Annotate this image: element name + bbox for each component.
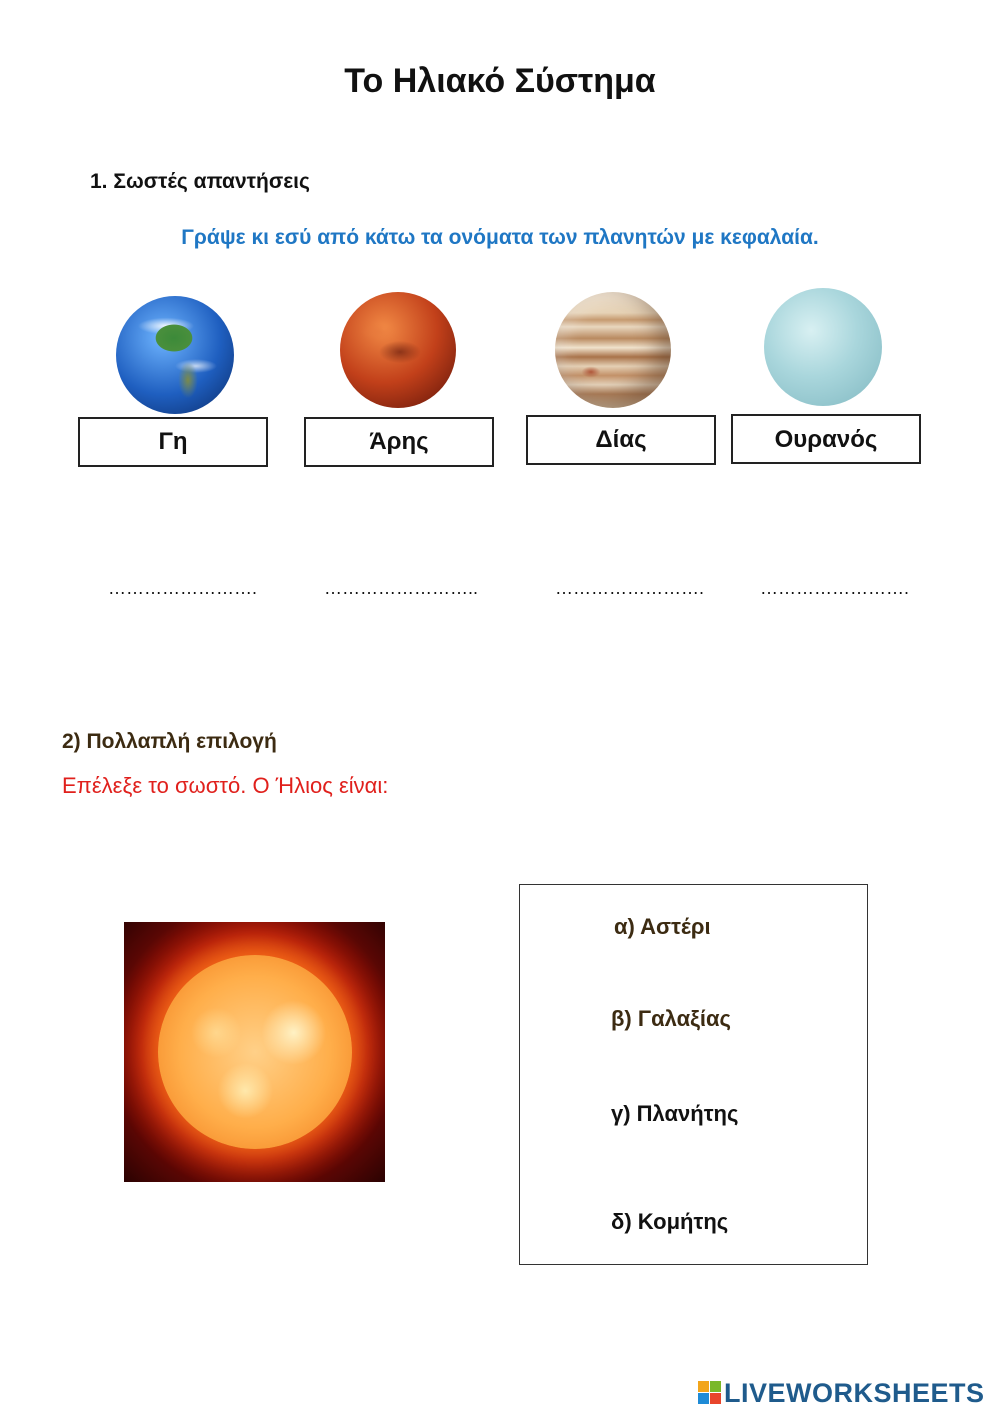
sun-image: [124, 922, 385, 1182]
option-c[interactable]: γ) Πλανήτης: [611, 1101, 739, 1126]
planet-label-earth: Γη: [78, 417, 268, 467]
option-d[interactable]: δ) Κομήτης: [611, 1209, 729, 1234]
earth-image: [116, 296, 234, 414]
planet-label-uranus: Ουρανός: [731, 414, 921, 464]
option-a[interactable]: α) Αστέρι: [614, 914, 711, 939]
answer-blank-earth[interactable]: …………………….: [108, 578, 258, 598]
answer-blank-jupiter[interactable]: …………………….: [555, 578, 705, 598]
section1-heading: 1. Σωστές απαντήσεις: [90, 170, 310, 193]
section2-instruction: Επέλεξε το σωστό. Ο Ήλιος είναι:: [62, 773, 389, 798]
answer-blank-mars[interactable]: ……………………..: [324, 578, 479, 598]
brand-footer: [698, 1378, 985, 1408]
mars-image: [340, 292, 456, 408]
uranus-image: [764, 288, 882, 406]
section2-heading: 2) Πολλαπλή επιλογή: [62, 730, 277, 753]
answer-blank-uranus[interactable]: …………………….: [760, 578, 910, 598]
options-box: [519, 884, 868, 1265]
planet-label-jupiter: Δίας: [526, 415, 716, 465]
section1-instruction: Γράψε κι εσύ από κάτω τα ονόματα των πλανητών με κεφαλαία.: [181, 226, 819, 249]
page-title: Το Ηλιακό Σύστημα: [344, 62, 656, 100]
option-b[interactable]: β) Γαλαξίας: [611, 1006, 731, 1031]
jupiter-image: [555, 292, 671, 408]
brand-text: LIVEWORKSHEETS: [724, 1377, 985, 1408]
liveworksheets-logo-icon: [698, 1381, 722, 1405]
sun-disk: [158, 955, 352, 1149]
planet-label-mars: Άρης: [304, 417, 494, 467]
